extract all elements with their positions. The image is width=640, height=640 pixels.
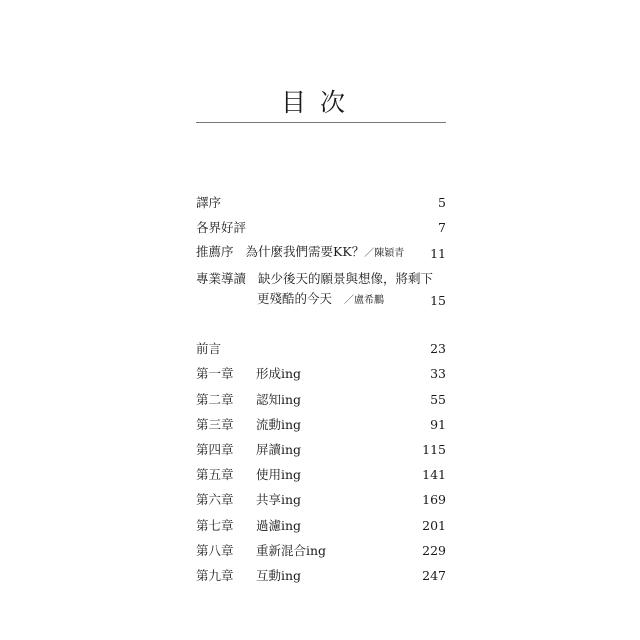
chapter-title: 過濾ing bbox=[256, 517, 302, 533]
chapter-title: 共享ing bbox=[256, 492, 302, 508]
toc-entry-chapter-8[interactable] bbox=[196, 534, 446, 559]
toc-entry-chapter-1[interactable] bbox=[196, 357, 446, 382]
toc-entry-label: 專業導讀 bbox=[196, 270, 247, 286]
toc-entry-chapter-3[interactable] bbox=[196, 408, 446, 433]
toc-entry-chapter-5[interactable] bbox=[196, 458, 446, 483]
toc-entry-page: 201 bbox=[422, 517, 446, 533]
toc-entry-translator-preface[interactable] bbox=[196, 186, 446, 211]
chapter-number: 第六章 bbox=[196, 492, 234, 508]
toc-entry-chapter-2[interactable] bbox=[196, 382, 446, 407]
toc-entry-page: 11 bbox=[430, 245, 446, 261]
toc-entry-chapter-4[interactable] bbox=[196, 433, 446, 458]
chapter-number: 第八章 bbox=[196, 542, 234, 558]
toc-entry-page: 229 bbox=[422, 542, 446, 558]
chapter-number: 第三章 bbox=[196, 416, 234, 432]
page-title: 目次 bbox=[280, 88, 359, 117]
chapter-list bbox=[196, 332, 446, 584]
toc-entry-chapter-6[interactable] bbox=[196, 483, 446, 508]
toc-entry-page: 7 bbox=[438, 220, 446, 236]
toc-entry-subtitle-cont: 更殘酷的今天 bbox=[257, 290, 333, 306]
toc-entry-label: 推薦序 bbox=[196, 243, 234, 259]
chapter-title: 形成ing bbox=[256, 366, 302, 382]
toc-entry-label: 前言 bbox=[196, 341, 222, 357]
chapter-title: 流動ing bbox=[256, 416, 302, 432]
chapter-number: 第四章 bbox=[196, 441, 234, 457]
toc-entry-page: 55 bbox=[430, 391, 446, 407]
toc-entry-page: 115 bbox=[422, 441, 446, 457]
chapter-title: 屏讀ing bbox=[256, 441, 302, 457]
toc-entry-page: 23 bbox=[430, 341, 446, 357]
toc-entry-page: 5 bbox=[438, 195, 446, 211]
chapter-title: 認知ing bbox=[256, 391, 302, 407]
title-divider bbox=[196, 122, 446, 123]
toc-entry-chapter-7[interactable] bbox=[196, 508, 446, 533]
chapter-number: 第九章 bbox=[196, 567, 234, 583]
front-matter-list bbox=[196, 186, 446, 309]
toc-entry-introduction[interactable] bbox=[196, 332, 446, 357]
chapter-number: 第五章 bbox=[196, 467, 234, 483]
toc-entry-page: 141 bbox=[422, 467, 446, 483]
toc-entry-page: 33 bbox=[430, 366, 446, 382]
toc-entry-label: 各界好評 bbox=[196, 220, 247, 236]
chapter-title: 重新混合ing bbox=[256, 542, 327, 558]
chapter-number: 第一章 bbox=[196, 366, 234, 382]
toc-entry-subtitle: 缺少後天的願景與想像，將剩下 bbox=[258, 270, 434, 286]
chapter-title: 互動ing bbox=[256, 567, 302, 583]
toc-entry-praise[interactable] bbox=[196, 211, 446, 236]
toc-entry-guide[interactable] bbox=[196, 262, 446, 309]
toc-entry-foreword[interactable] bbox=[196, 236, 446, 261]
chapter-number: 第二章 bbox=[196, 391, 234, 407]
toc-entry-chapter-9[interactable] bbox=[196, 559, 446, 584]
toc-entry-author: ／陳穎青 bbox=[364, 247, 405, 259]
toc-entry-page: 15 bbox=[430, 292, 446, 308]
chapter-title: 使用ing bbox=[256, 467, 302, 483]
toc-entry-page: 169 bbox=[422, 492, 446, 508]
toc-entry-page: 247 bbox=[422, 567, 446, 583]
chapter-number: 第七章 bbox=[196, 517, 234, 533]
toc-entry-label: 譯序 bbox=[196, 195, 222, 211]
toc-entry-author: ／盧希鵬 bbox=[344, 294, 385, 306]
toc-entry-subtitle: 為什麼我們需要KK？ bbox=[245, 243, 365, 259]
toc-entry-page: 91 bbox=[430, 416, 446, 432]
